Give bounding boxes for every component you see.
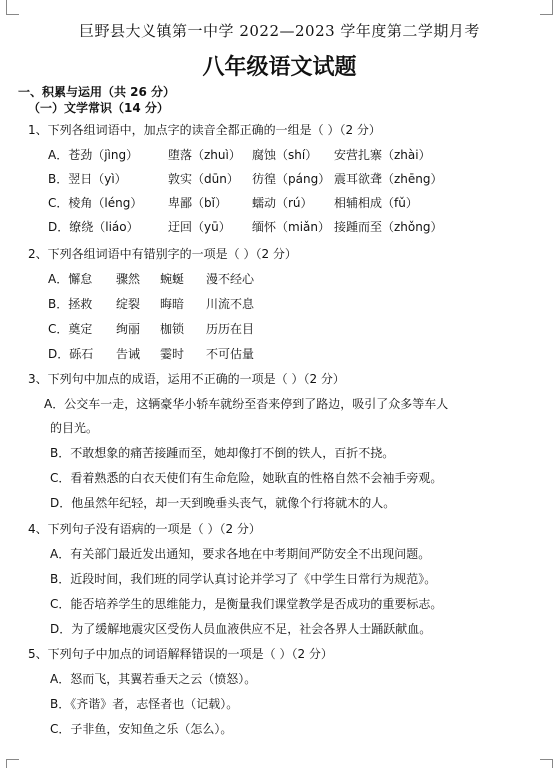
school-header: 巨野县大义镇第一中学 2022—2023 学年度第二学期月考 <box>79 22 480 40</box>
question-3-stem: 3、下列句中加点的成语，运用不正确的一项是（ ）（2 分） <box>28 372 345 386</box>
q2-c-2: 绚丽 <box>116 322 141 336</box>
exam-title: 八年级语文试题 <box>202 54 357 80</box>
q2-b-2: 绽裂 <box>116 297 141 311</box>
q2-a-1: A．懈怠 <box>48 272 93 286</box>
q2-d-2: 告诫 <box>116 347 141 361</box>
q2-b-3: 晦暗 <box>160 297 185 311</box>
question-2-stem: 2、下列各组词语中有错别字的一项是（ ）（2 分） <box>28 247 297 261</box>
q3-option-c: C．看着熟悉的白衣天使们有生命危险，她耿直的性格自然不会袖手旁观。 <box>50 471 443 485</box>
q2-d-4: 不可估量 <box>206 347 255 361</box>
crop-mark-bottom-left <box>6 759 19 768</box>
q5-option-a: A．怒而飞，其翼若垂天之云（愤怒）。 <box>50 672 257 686</box>
q2-c-3: 枷锁 <box>160 322 185 336</box>
q1-d-2: 迂回（yū） <box>168 220 231 234</box>
q3-option-d: D．他虽然年纪轻，却一天到晚垂头丧气，就像个行将就木的人。 <box>50 496 396 510</box>
q1-c-4: 相辅相成（fǔ） <box>334 196 418 210</box>
q1-b-2: 敦实（dūn） <box>168 172 239 186</box>
q1-d-4: 接踵而至（zhǒng） <box>334 220 443 234</box>
q4-option-b: B．近段时间，我们班的同学认真讨论并学习了《中学生日常行为规范》。 <box>50 572 437 586</box>
q1-c-3: 蠕动（rú） <box>252 196 313 210</box>
q1-d-3: 缅怀（miǎn） <box>252 220 330 234</box>
q3-option-a: A．公交车一走，这辆豪华小轿车就纷至沓来停到了路边，吸引了众多等车人 <box>44 397 449 411</box>
crop-mark-top-right <box>540 0 553 15</box>
q2-c-4: 历历在目 <box>206 322 255 336</box>
q1-a-3: 腐蚀（shí） <box>252 148 318 162</box>
q5-option-b: B．《齐谐》者，志怪者也（记载）。 <box>50 697 239 711</box>
q1-b-3: 彷徨（páng） <box>252 172 331 186</box>
q1-b-4: 震耳欲聋（zhēng） <box>334 172 443 186</box>
question-5-stem: 5、下列句子中加点的词语解释错误的一项是（ ）（2 分） <box>28 647 333 661</box>
q1-a-1: A．苍劲（jìng） <box>48 148 139 162</box>
q2-b-1: B．拯救 <box>48 297 93 311</box>
q1-a-4: 安营扎寨（zhài） <box>334 148 431 162</box>
question-4-stem: 4、下列句子没有语病的一项是（ ）（2 分） <box>28 522 261 536</box>
q2-a-2: 骤然 <box>116 272 141 286</box>
q3-option-a-cont: 的目光。 <box>50 421 99 435</box>
q2-d-1: D．砾石 <box>48 347 94 361</box>
q1-c-2: 卑鄙（bǐ） <box>168 196 227 210</box>
q5-option-c: C．子非鱼，安知鱼之乐（怎么）。 <box>50 722 233 736</box>
q1-a-2: 堕落（zhuì） <box>168 148 241 162</box>
q2-a-4: 漫不经心 <box>206 272 255 286</box>
section-heading: 一、积累与运用（共 26 分） <box>18 85 176 99</box>
question-1-stem: 1、下列各组词语中，加点字的读音全都正确的一组是（ ）（2 分） <box>28 123 381 137</box>
subsection-heading: （一）文学常识（14 分） <box>28 101 169 115</box>
q3-option-b: B．不敢想象的痛苦接踵而至，她却像打不倒的铁人，百折不挠。 <box>50 446 395 460</box>
q2-c-1: C．奠定 <box>48 322 93 336</box>
crop-mark-top-left <box>6 0 19 15</box>
q4-option-a: A．有关部门最近发出通知，要求各地在中考期间严防安全不出现问题。 <box>50 547 431 561</box>
q2-b-4: 川流不息 <box>206 297 255 311</box>
q4-option-c: C．能否培养学生的思维能力，是衡量我们课堂教学是否成功的重要标志。 <box>50 597 443 611</box>
q2-a-3: 蜿蜒 <box>160 272 185 286</box>
q4-option-d: D．为了缓解地震灾区受伤人员血液供应不足，社会各界人士踊跃献血。 <box>50 622 432 636</box>
q1-d-1: D．缭绕（liáo） <box>48 220 139 234</box>
q2-d-3: 霎时 <box>160 347 185 361</box>
q1-b-1: B．翌日（yì） <box>48 172 127 186</box>
crop-mark-bottom-right <box>540 759 553 768</box>
q1-c-1: C．棱角（léng） <box>48 196 143 210</box>
